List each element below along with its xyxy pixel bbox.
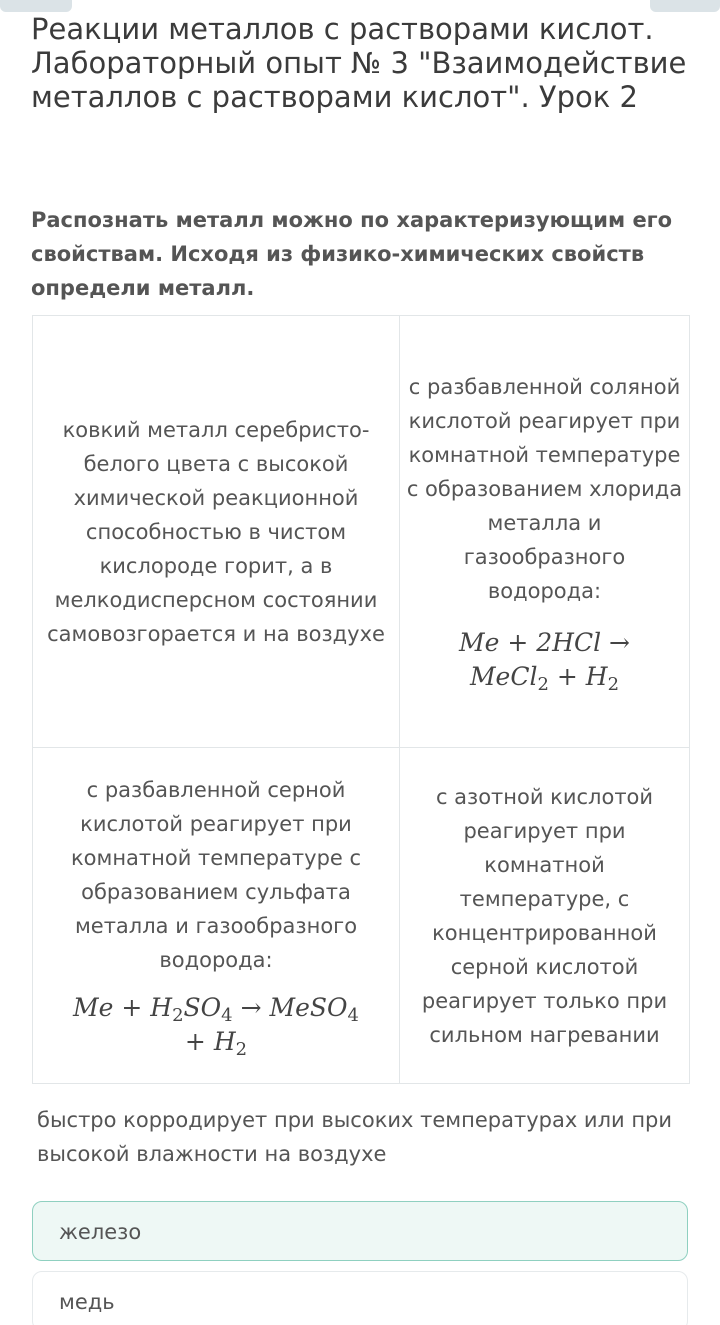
formula-subscript: 2 bbox=[537, 673, 549, 695]
formula-subscript: 4 bbox=[347, 1004, 359, 1026]
answer-option-copper[interactable]: медь bbox=[32, 1271, 688, 1325]
lesson-title: Реакции металлов с растворами кислот. Лабораторный опыт № 3 "Взаимодействие металлов с растворами кислот". Урок 2 bbox=[31, 12, 687, 114]
cell-text: с азотной кислотой реагирует при комнатной температуре, с концентрированной серной кислотой реагирует только при сильном нагревании bbox=[421, 784, 668, 1047]
table-row bbox=[33, 316, 690, 748]
top-tab-right[interactable] bbox=[650, 0, 720, 12]
formula-part: + H bbox=[184, 1026, 236, 1056]
formula-part: → MeSO bbox=[232, 992, 348, 1022]
answer-option-iron[interactable]: железо bbox=[32, 1201, 688, 1261]
formula-part: MeCl bbox=[469, 661, 538, 691]
table-cell-hcl-reaction bbox=[400, 316, 690, 748]
formula-part: SO bbox=[183, 992, 222, 1022]
formula-subscript: 4 bbox=[221, 1004, 233, 1026]
properties-table bbox=[32, 315, 690, 1084]
question-text: Распознать металл можно по характеризующим его свойствам. Исходя из физико-химических свойств определи металл. bbox=[31, 208, 673, 300]
cell-text: с разбавленной серной кислотой реагирует при комнатной температуре с образованием сульфата металла и газообразного водорода: bbox=[70, 777, 362, 972]
formula-subscript: 2 bbox=[172, 1004, 184, 1026]
h2so4-formula bbox=[39, 991, 393, 1059]
formula-subscript: 2 bbox=[607, 673, 620, 695]
formula-subscript: 2 bbox=[235, 1038, 248, 1060]
table-row bbox=[33, 748, 690, 1084]
formula-line-2 bbox=[39, 1025, 393, 1059]
table-cell-hno3-reaction bbox=[400, 748, 690, 1084]
table-cell-h2so4-reaction bbox=[33, 748, 400, 1084]
formula-part: + H bbox=[548, 661, 608, 691]
formula-line-1: Me + 2HCl → bbox=[459, 627, 630, 657]
top-tab-left[interactable] bbox=[0, 0, 72, 12]
statement-text: быстро корродирует при высоких температурах или при высокой влажности на воздухе bbox=[37, 1108, 673, 1166]
cell-text: с разбавленной соляной кислотой реагирует при комнатной температуре с образованием хлорида металла и газообразного водорода: bbox=[406, 374, 683, 603]
formula-line-2 bbox=[406, 660, 683, 694]
table-cell-physical-properties bbox=[33, 316, 400, 748]
hcl-formula bbox=[406, 626, 683, 694]
formula-line-1 bbox=[39, 991, 393, 1025]
cell-text: ковкий металл серебристо-белого цвета с высокой химической реакционной способностью в чистом кислороде горит, а в мелкодисперсном состоянии самовозгорается и на воздухе bbox=[47, 417, 385, 646]
formula-part: Me + H bbox=[73, 992, 173, 1022]
